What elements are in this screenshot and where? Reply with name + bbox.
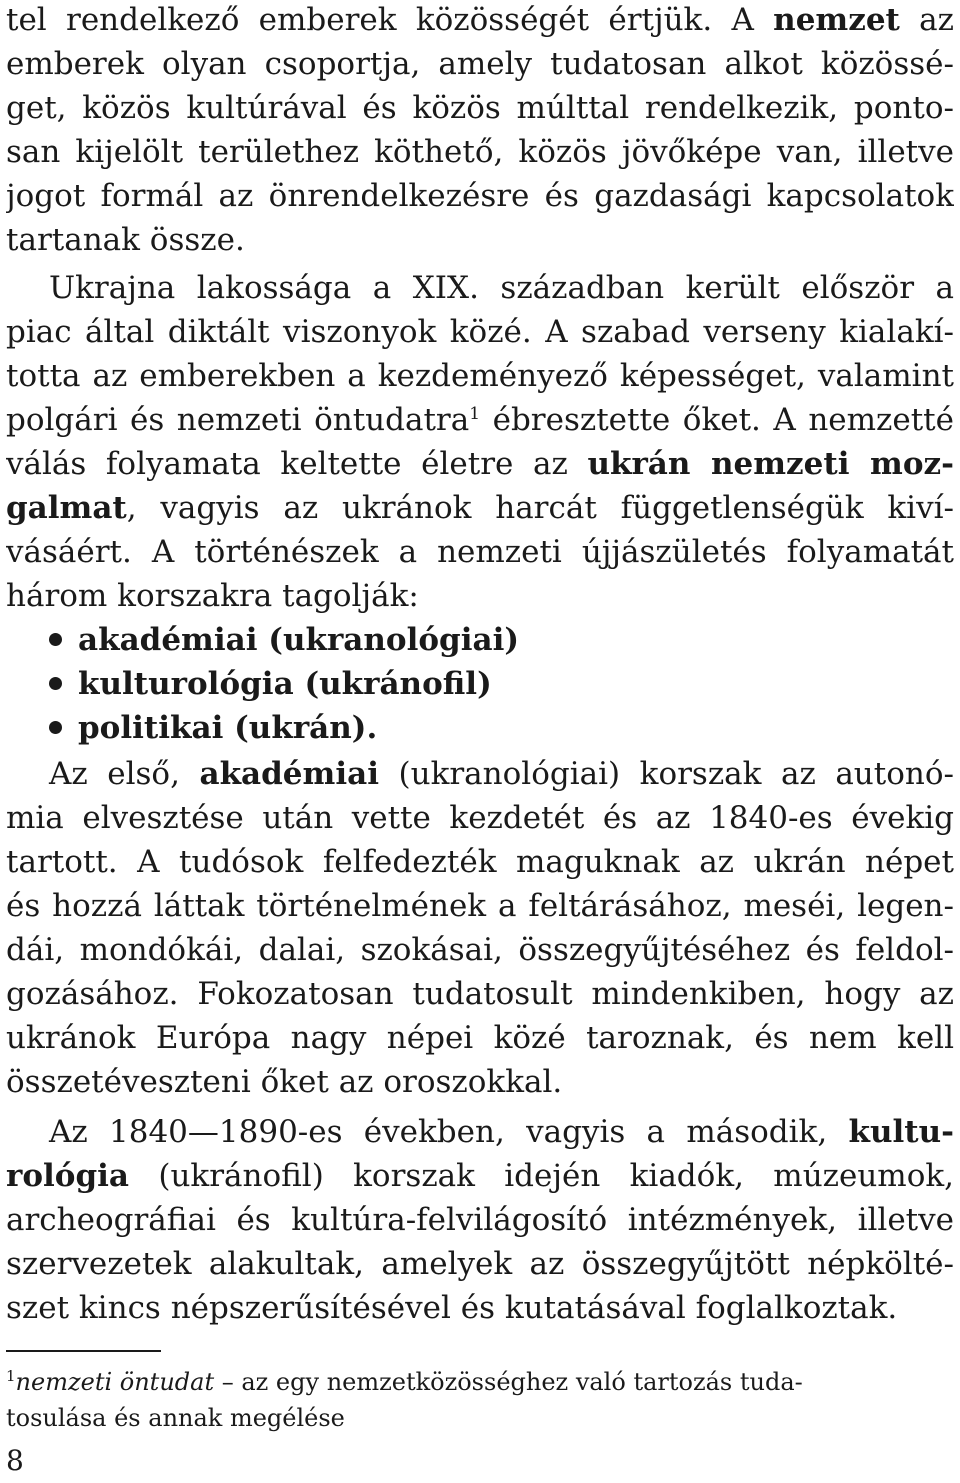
text-line: san kijelölt területhez köthető, közös jövőképe van, illetve xyxy=(6,134,954,170)
footnote-divider xyxy=(6,1350,161,1352)
text-line: get, közös kultúrával és közös múlttal rendelkezik, ponto- xyxy=(6,90,954,126)
text-line: tartanak össze. xyxy=(6,222,245,258)
footnote-line: tosulása és annak megélése xyxy=(6,1404,345,1432)
text-line: dái, mondókái, dalai, szokásai, összegyűjtéséhez és feldol- xyxy=(6,932,954,968)
bold-term: akadémiai xyxy=(199,756,379,792)
text-line: tartott. A tudósok felfedezték maguknak az ukrán népet xyxy=(6,844,954,880)
bold-term: galmat xyxy=(6,490,127,526)
bold-term: rológia xyxy=(6,1158,130,1194)
bold-term: kultu- xyxy=(848,1114,954,1150)
footnote-ref: 1 xyxy=(469,404,481,424)
text-line: tel rendelkező emberek közösségét értjük. A nemzet az xyxy=(6,2,954,38)
footnote-term: nemzeti öntudat xyxy=(15,1368,215,1396)
bold-term: ukrán nemzeti moz- xyxy=(587,446,954,482)
text-line: jogot formál az önrendelkezésre és gazdasági kapcsolatok xyxy=(6,178,954,214)
text-line: galmat, vagyis az ukránok harcát függetlenségük kiví- xyxy=(6,490,954,526)
text-line: összetéveszteni őket az oroszokkal. xyxy=(6,1064,563,1100)
text-line: emberek olyan csoportja, amely tudatosan alkot közössé- xyxy=(6,46,954,82)
page-number: 8 xyxy=(6,1444,24,1477)
text-line: szet kincs népszerűsítésével és kutatásával foglalkoztak. xyxy=(6,1290,898,1326)
bullet-item: akadémiai (ukranológiai) xyxy=(6,620,960,660)
text-line: ukránok Európa nagy népei közé taroznak, és nem kell xyxy=(6,1020,954,1056)
text-line: totta az emberekben a kezdeményező képességet, valamint xyxy=(6,358,954,394)
text-line: Az 1840—1890-es években, vagyis a második, kultu- xyxy=(49,1114,954,1150)
text-line: piac által diktált viszonyok közé. A szabad verseny kialakí- xyxy=(6,314,954,350)
text-line: rológia (ukránofil) korszak idején kiadók, múzeumok, xyxy=(6,1158,954,1194)
text-line: válás folyamata keltette életre az ukrán nemzeti moz- xyxy=(6,446,954,482)
bold-term: nemzet xyxy=(773,2,900,38)
text-line: szervezetek alakultak, amelyek az összegyűjtött népkölté- xyxy=(6,1246,954,1282)
bullet-dot-icon xyxy=(49,721,62,734)
bullet-dot-icon xyxy=(49,677,62,690)
text-line: Ukrajna lakossága a XIX. században került először a xyxy=(49,270,954,306)
text-line: vásáért. A történészek a nemzeti újjászületés folyamatát xyxy=(6,534,954,570)
text-line: mia elvesztése után vette kezdetét és az 1840-es évekig xyxy=(6,800,954,836)
text-line: gozásához. Fokozatosan tudatosult mindenkiben, hogy az xyxy=(6,976,954,1012)
bullet-dot-icon xyxy=(49,633,62,646)
bullet-item: kulturológia (ukránofil) xyxy=(6,664,960,704)
text-line: archeográfiai és kultúra-felvilágosító intézmények, illetve xyxy=(6,1202,954,1238)
text-line: Az első, akadémiai (ukranológiai) korszak az autonó- xyxy=(49,756,954,792)
footnote-marker: 1 xyxy=(6,1367,16,1385)
text-line: három korszakra tagolják: xyxy=(6,578,419,614)
text-line: és hozzá láttak történelmének a feltárásához, meséi, legen- xyxy=(6,888,954,924)
bullet-item: politikai (ukrán). xyxy=(6,708,960,748)
footnote: $^1$nemzeti öntudat – az egy nemzetközösséghez való tartozás tuda- xyxy=(6,1367,803,1396)
text-line: polgári és nemzeti öntudatra$^1$ ébresztette őket. A nemzetté xyxy=(6,402,954,438)
